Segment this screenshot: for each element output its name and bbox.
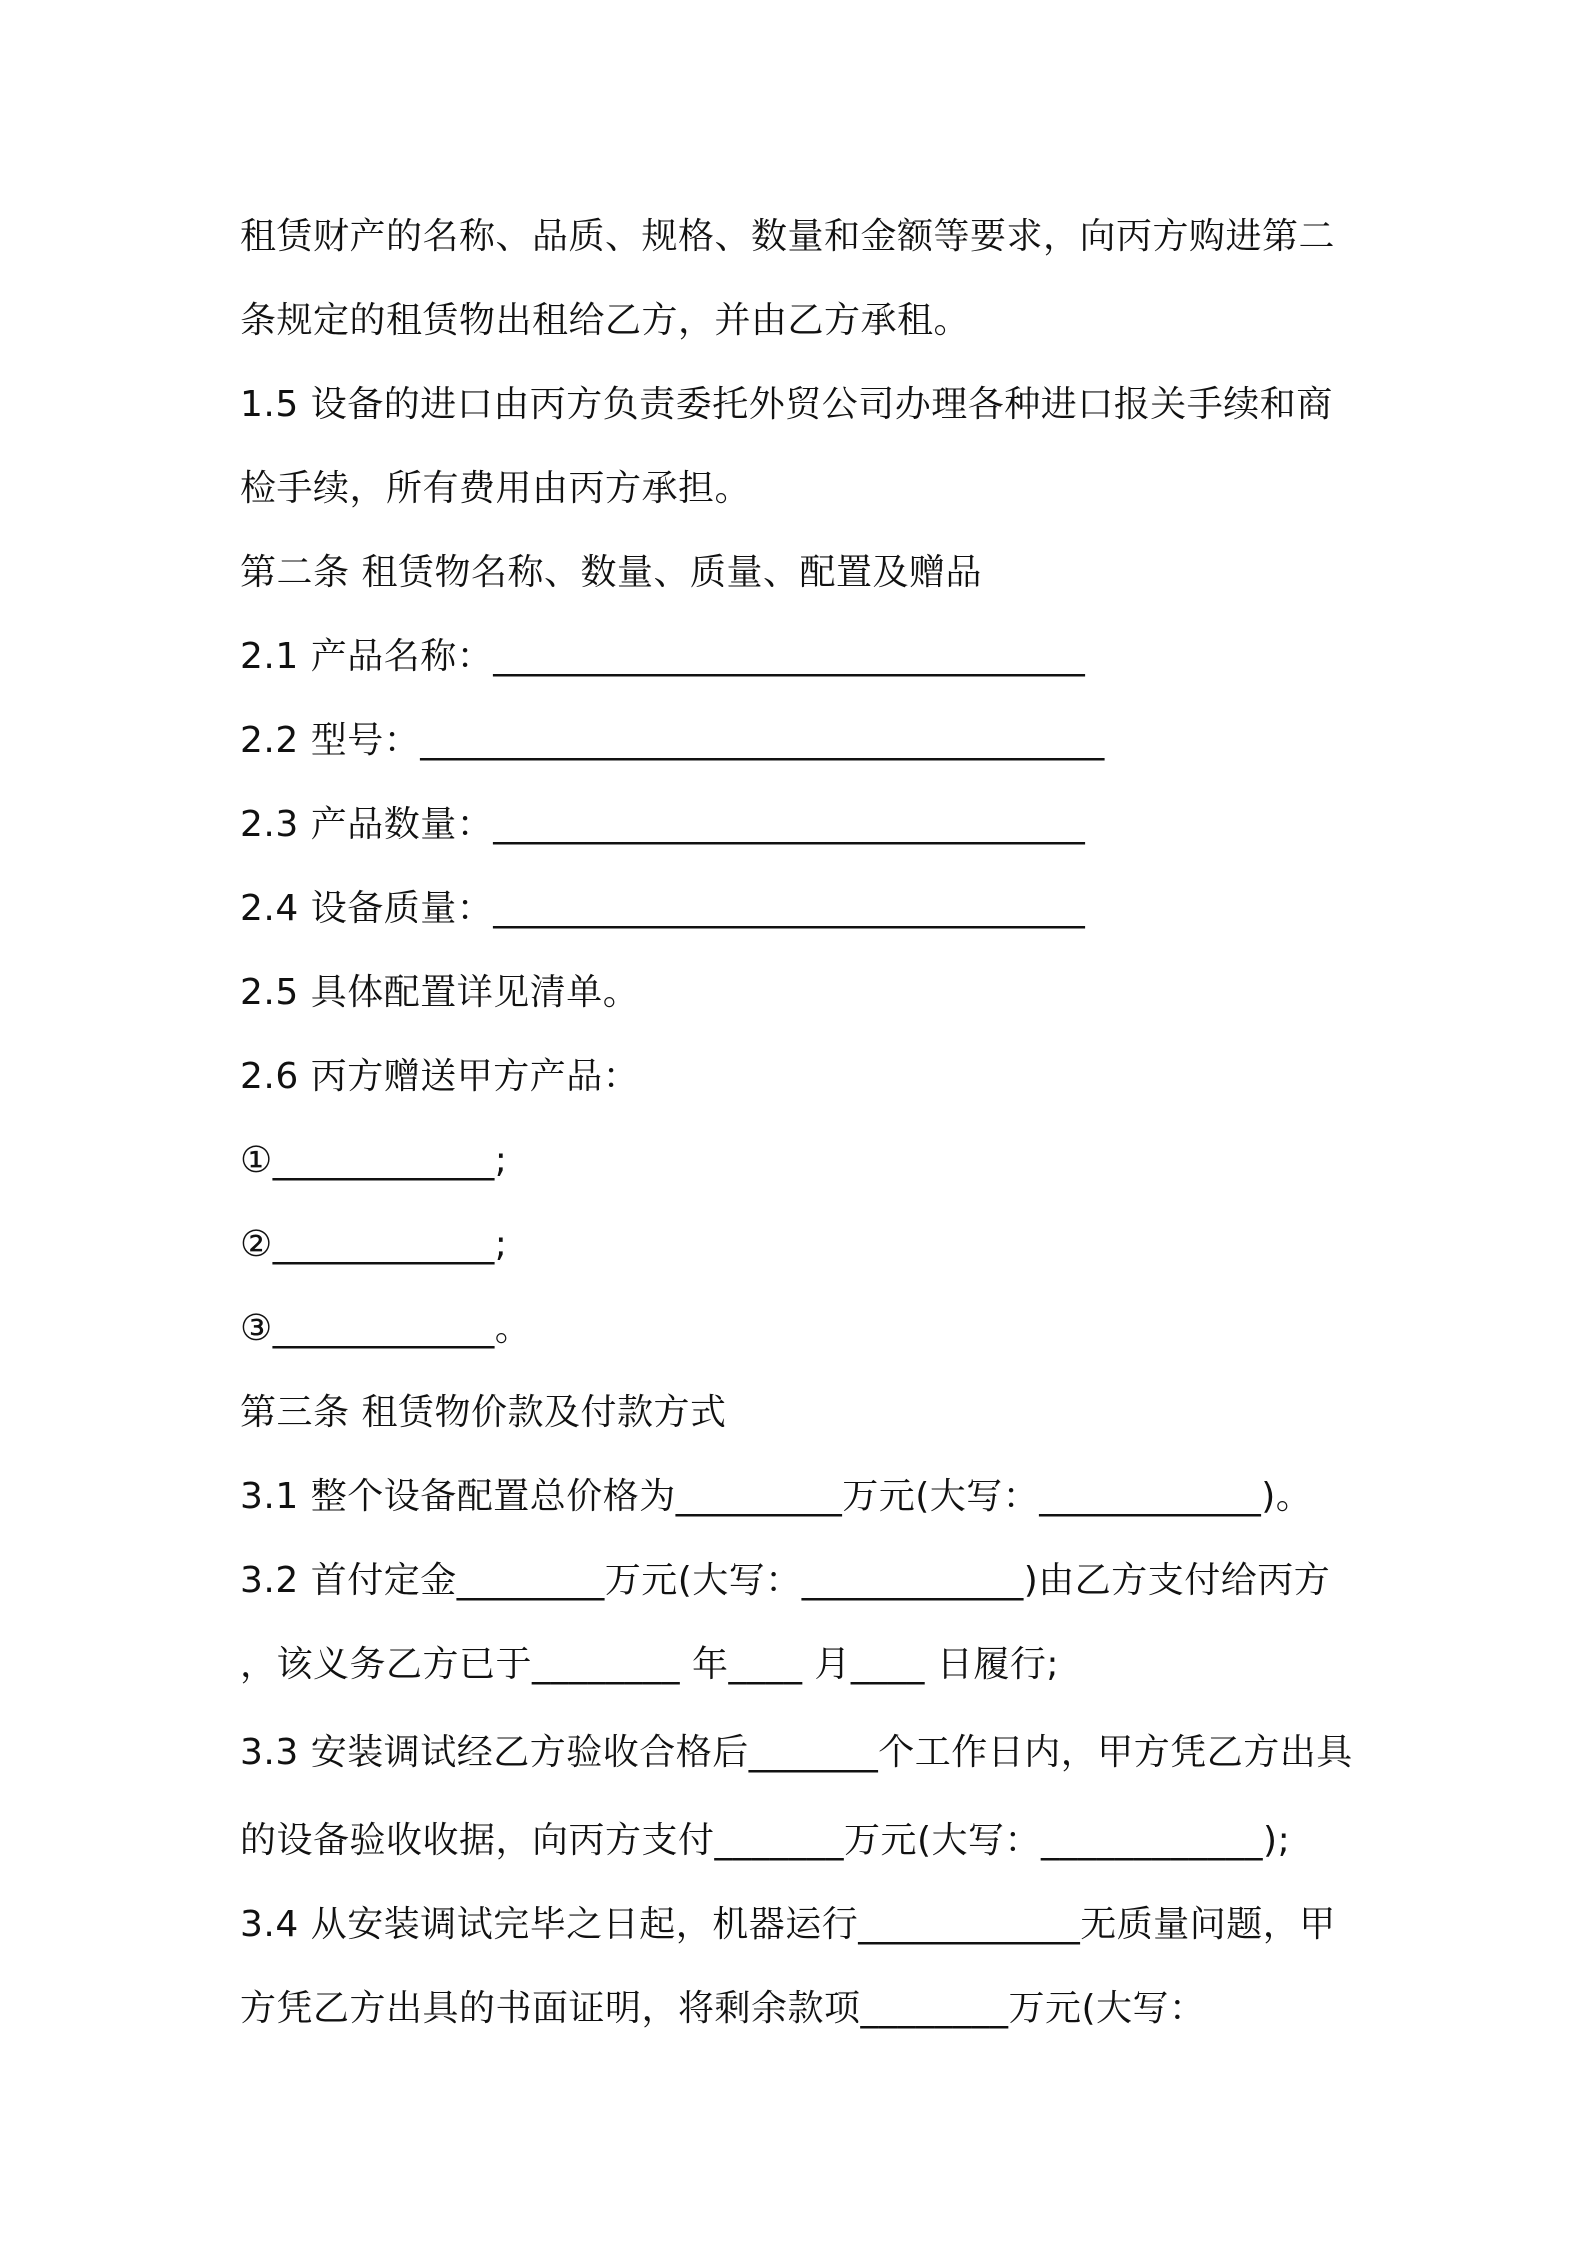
paragraph-line: 2.6 丙方赠送甲方产品： (240, 1056, 640, 1097)
paragraph-line: 租赁财产的名称、品质、规格、数量和金额等要求，向丙方购进第二 (240, 216, 1336, 257)
paragraph-line: ，该义务乙方已于________ 年____ 月____ 日履行; (240, 1644, 1059, 1685)
form-field-model: 2.2 型号：_____________________________________ (240, 720, 1105, 761)
section-heading: 第三条 租赁物价款及付款方式 (240, 1392, 727, 1433)
paragraph-line: 3.4 从安装调试完毕之日起，机器运行____________无质量问题，甲 (240, 1904, 1336, 1945)
paragraph-line: 3.3 安装调试经乙方验收合格后_______个工作日内，甲方凭乙方出具 (240, 1732, 1353, 1773)
paragraph-line: 条规定的租赁物出租给乙方，并由乙方承租。 (240, 300, 971, 341)
list-item: ①____________; (240, 1140, 508, 1181)
paragraph-line: 3.2 首付定金________万元(大写：____________)由乙方支付给丙方 (240, 1560, 1331, 1601)
paragraph-line: 2.5 具体配置详见清单。 (240, 972, 640, 1013)
form-field-product-name: 2.1 产品名称：________________________________ (240, 636, 1086, 677)
paragraph-line: 3.1 整个设备配置总价格为_________万元(大写：____________)。 (240, 1476, 1313, 1517)
paragraph-line: 方凭乙方出具的书面证明，将剩余款项________万元(大写： (240, 1988, 1206, 2029)
list-item: ③____________。 (240, 1308, 532, 1349)
list-item: ②____________; (240, 1224, 508, 1265)
form-field-quality: 2.4 设备质量：________________________________ (240, 888, 1086, 929)
paragraph-line: 1.5 设备的进口由丙方负责委托外贸公司办理各种进口报关手续和商 (240, 384, 1333, 425)
paragraph-line: 检手续，所有费用由丙方承担。 (240, 468, 752, 509)
paragraph-line: 的设备验收收据，向丙方支付_______万元(大写：____________); (240, 1820, 1291, 1861)
form-field-quantity: 2.3 产品数量：________________________________ (240, 804, 1086, 845)
section-heading: 第二条 租赁物名称、数量、质量、配置及赠品 (240, 552, 982, 593)
document-page (240, 195, 1360, 2051)
